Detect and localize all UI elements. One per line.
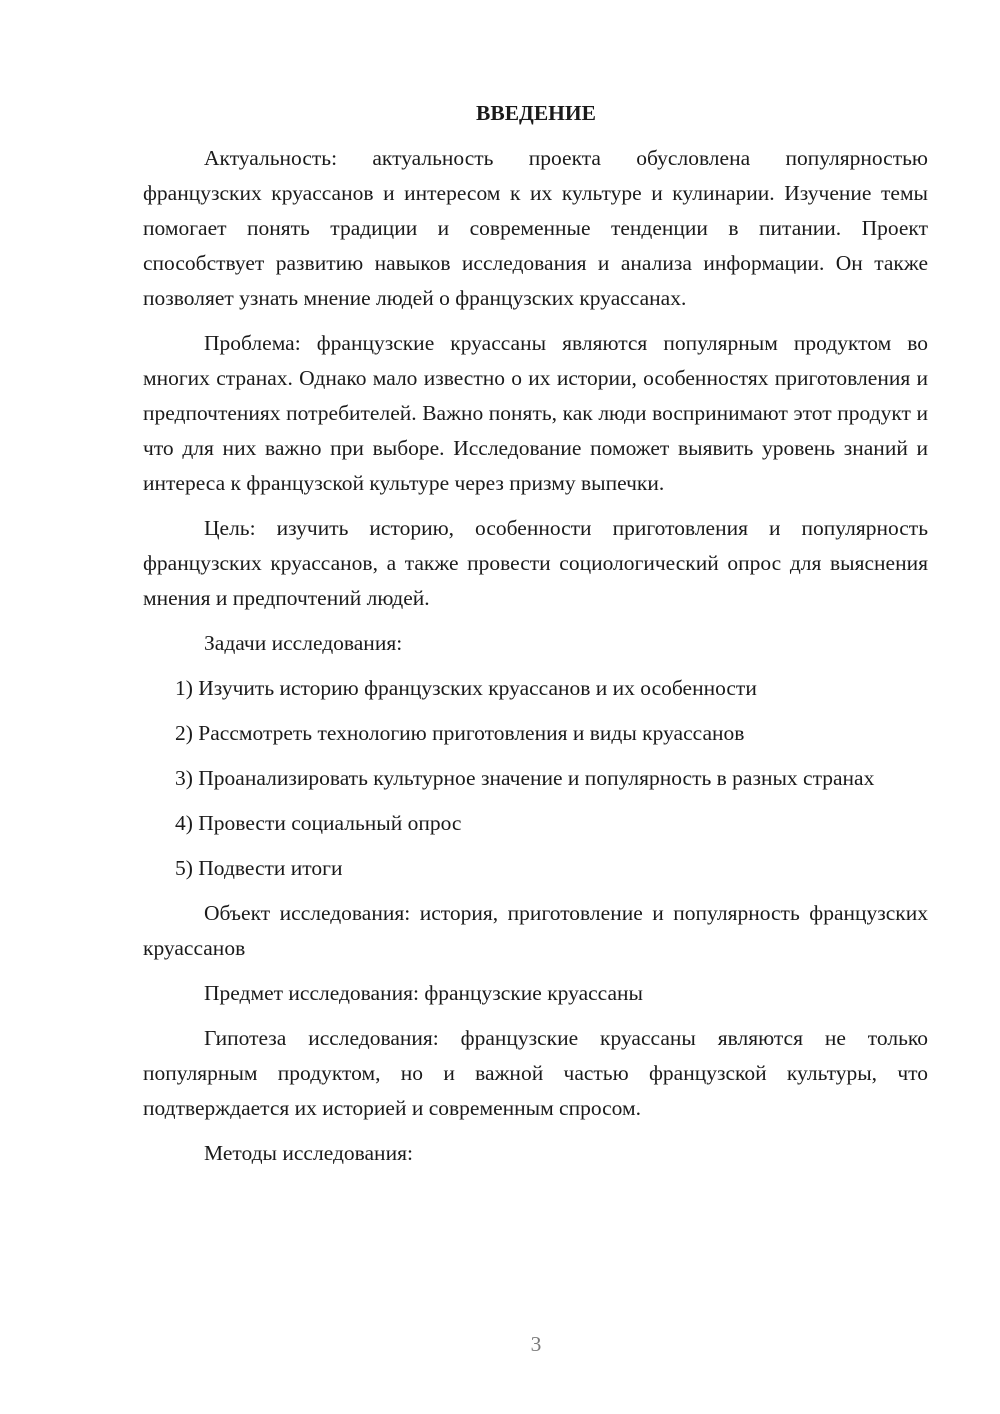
problem-paragraph: Проблема: французские круассаны являются популярным продуктом во многих странах. Однако мало известно о их истории, особенностях приготовления и предпочтениях потребителей. Важно понять, как люди воспринимают этот продукт и что для них важно при выборе. Исследование поможет выявить уровень знаний и интереса к французской культуре через призму выпечки. — [143, 331, 928, 495]
task-item-2: 2) Рассмотреть технологию приготовления и виды круассанов — [175, 721, 745, 745]
task-item-4: 4) Провести социальный опрос — [175, 811, 462, 835]
task-item-5: 5) Подвести итоги — [175, 856, 343, 880]
section-title: ВВЕДЕНИЕ — [476, 101, 596, 125]
page-number: 3 — [530, 1332, 542, 1356]
task-item-1: 1) Изучить историю французских круассанов и их особенности — [175, 676, 757, 700]
page-content — [143, 96, 928, 1181]
subject-paragraph: Предмет исследования: французские круассаны — [204, 981, 643, 1005]
relevance-paragraph: Актуальность: актуальность проекта обусловлена популярностью французских круассанов и интересом к их культуре и кулинарии. Изучение темы помогает понять традиции и современные тенденции в питании. Проект способствует развитию навыков исследования и анализа информации. Он также позволяет узнать мнение людей о французских круассанах. — [143, 146, 928, 310]
tasks-heading: Задачи исследования: — [204, 631, 403, 655]
object-paragraph: Объект исследования: история, приготовление и популярность французских круассанов — [143, 901, 928, 960]
hypothesis-paragraph: Гипотеза исследования: французские круассаны являются не только популярным продуктом, но и важной частью французской культуры, что подтверждается их историей и современным спросом. — [143, 1026, 928, 1120]
methods-paragraph: Методы исследования: — [204, 1141, 413, 1165]
goal-paragraph: Цель: изучить историю, особенности приготовления и популярность французских круассанов, а также провести социологический опрос для выяснения мнения и предпочтений людей. — [143, 516, 928, 610]
task-item-3: 3) Проанализировать культурное значение и популярность в разных странах — [175, 766, 875, 790]
